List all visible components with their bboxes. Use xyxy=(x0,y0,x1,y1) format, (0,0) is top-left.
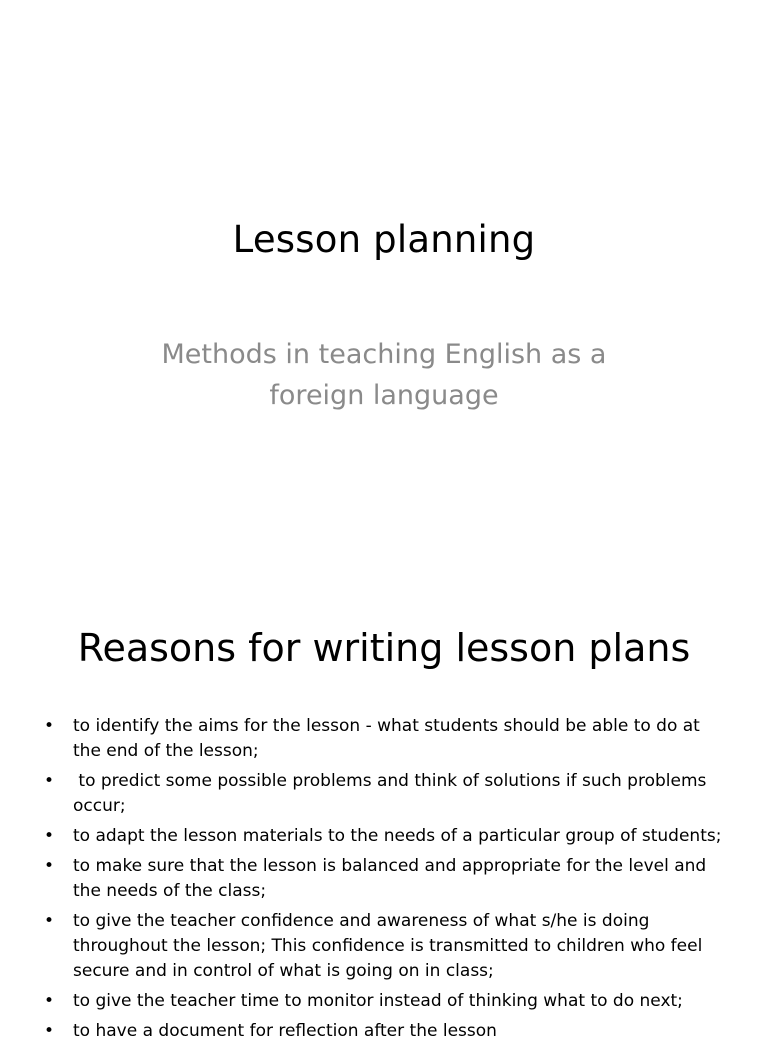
bullet-text: to give the teacher time to monitor instead of thinking what to do next; xyxy=(73,991,683,1011)
list-item xyxy=(0,769,768,819)
bullet-text: to identify the aims for the lesson - what students should be able to do at the end of the lesson; xyxy=(73,716,700,761)
bullet-icon: • xyxy=(44,911,55,931)
list-item xyxy=(0,909,768,984)
bullet-text: to predict some possible problems and think of solutions if such problems occur; xyxy=(73,771,712,816)
list-item xyxy=(0,824,768,849)
reasons-slide xyxy=(0,576,768,1041)
bullet-list xyxy=(0,714,768,1049)
bullet-icon: • xyxy=(44,826,55,846)
bullet-icon: • xyxy=(44,991,55,1011)
slide-title: Reasons for writing lesson plans xyxy=(77,626,691,670)
bullet-icon: • xyxy=(44,716,55,736)
bullet-icon: • xyxy=(44,1021,55,1041)
slide-title: Lesson planning xyxy=(232,218,536,261)
slide-subtitle: Methods in teaching English as a foreign language xyxy=(161,339,607,411)
list-item xyxy=(0,854,768,904)
list-item xyxy=(0,1019,768,1044)
list-item xyxy=(0,989,768,1014)
list-item xyxy=(0,714,768,764)
bullet-icon: • xyxy=(44,856,55,876)
bullet-text: to give the teacher confidence and awareness of what s/he is doing throughout the lesson; This confidence is transmitted to children who feel secure and in control of what is going on in class; xyxy=(73,911,703,981)
bullet-text: to have a document for reflection after the lesson xyxy=(73,1021,497,1041)
bullet-text: to make sure that the lesson is balanced and appropriate for the level and the needs of the class; xyxy=(73,856,707,901)
bullet-text: to adapt the lesson materials to the needs of a particular group of students; xyxy=(73,826,722,846)
bullet-icon: • xyxy=(44,771,55,791)
